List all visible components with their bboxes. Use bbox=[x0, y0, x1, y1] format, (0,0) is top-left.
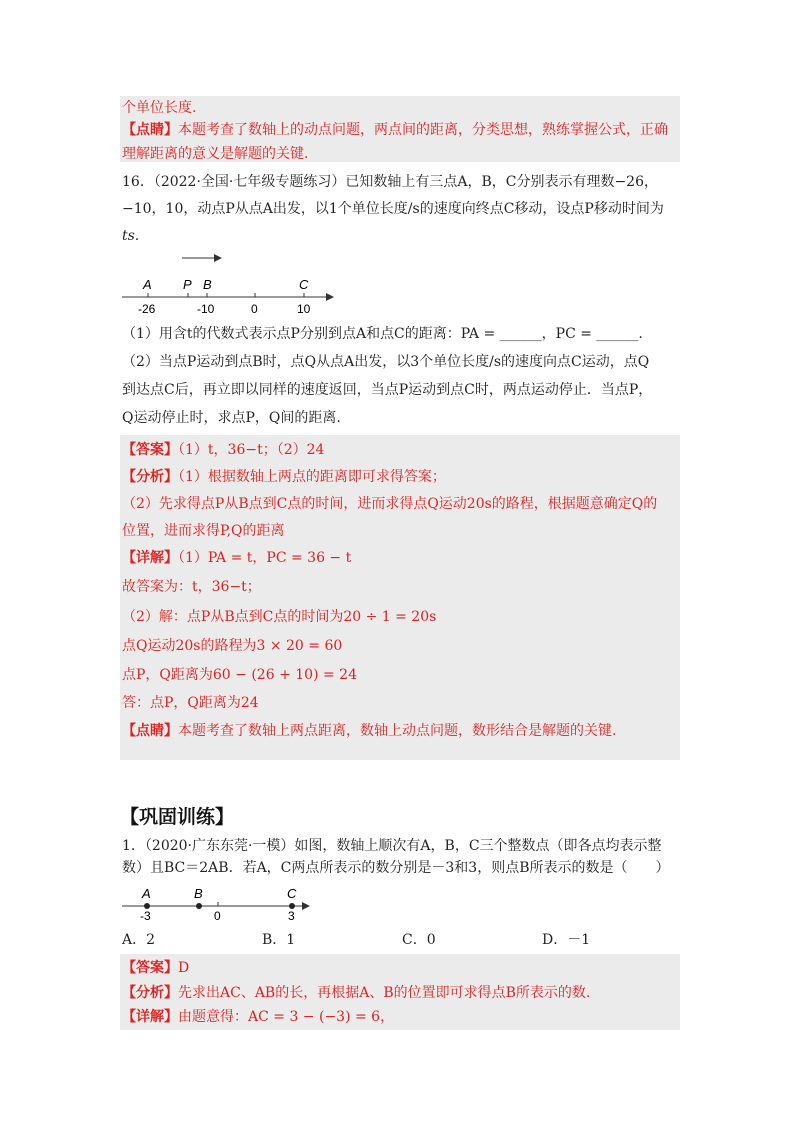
q16-part-2-line-3: Q运动停止时，求点P，Q间的距离. bbox=[122, 410, 341, 426]
tick-label-10: 10 bbox=[297, 302, 311, 316]
prev-solution-line: 个单位长度. bbox=[122, 100, 197, 116]
analysis-text: 先求出AC、AB的长，再根据A、B的位置即可求得点B所表示的数. bbox=[178, 985, 591, 1001]
q16-detail-line-5: 点P，Q距离为60 − (26 + 10) = 24 bbox=[122, 667, 357, 683]
analysis-text: （1）根据数轴上两点的距离即可求得答案； bbox=[178, 469, 446, 485]
q16-detail-line-3: （2）解：点P从B点到C点的时间为20 ÷ 1 = 20s bbox=[122, 609, 437, 625]
q16-detail-line-6: 答：点P，Q距离为24 bbox=[122, 695, 259, 711]
answer-tag: 【答案】 bbox=[122, 442, 178, 458]
comment-tag: 【点睛】 bbox=[122, 723, 178, 739]
q16-number-line-figure bbox=[118, 250, 343, 318]
section-title: 【巩固训练】 bbox=[120, 806, 235, 828]
analysis-tag: 【分析】 bbox=[122, 469, 178, 485]
q16-line-1: 16．（2022·全国·七年级专题练习）已知数轴上有三点A，B，C分别表示有理数−26， bbox=[122, 174, 658, 190]
detail-tag: 【详解】 bbox=[122, 1009, 178, 1025]
tick-label-minus-10: -10 bbox=[197, 302, 215, 316]
q1-number-line-figure bbox=[118, 880, 318, 924]
point-label-a: A bbox=[142, 886, 151, 901]
q1-line-1: 1．（2020·广东东莞·一模）如图，数轴上顺次有A，B，C三个整数点（即各点均表示整 bbox=[122, 838, 662, 854]
q1-detail-line bbox=[122, 1007, 394, 1027]
q16-detail-line-4: 点Q运动20s的路程为3 × 20 = 60 bbox=[122, 638, 343, 654]
tick-label-0: 0 bbox=[251, 302, 258, 316]
point-label-b: B bbox=[203, 277, 212, 292]
option-d: D．－1 bbox=[542, 932, 591, 948]
answer-text: D bbox=[178, 960, 190, 976]
tick-label-minus-3: -3 bbox=[140, 909, 151, 923]
comment-tag: 【点睛】 bbox=[122, 122, 178, 138]
q16-part-2-line-2: 到达点C后，再立即以同样的速度返回，当点P运动到点C时，两点运动停止．当点P， bbox=[122, 382, 653, 398]
answer-text: （1）t，36−t；（2）24 bbox=[178, 442, 325, 458]
analysis-tag: 【分析】 bbox=[122, 985, 178, 1001]
axis-arrowhead bbox=[326, 293, 334, 301]
option-a: A．2 bbox=[122, 932, 156, 948]
comment-text: 本题考查了数轴上两点距离，数轴上动点问题，数形结合是解题的关键. bbox=[178, 723, 617, 739]
detail-text: 由题意得：AC = 3 − (−3) = 6， bbox=[178, 1009, 395, 1025]
tick-label-minus-26: -26 bbox=[138, 302, 156, 316]
q16-line-2: −10，10，动点P从点A出发，以1个单位长度/s的速度向终点C移动，设点P移动时间为 bbox=[122, 201, 664, 217]
q16-part-1: （1）用含t的代数式表示点P分别到点A和点C的距离：PA = ______，PC = ______. bbox=[122, 326, 643, 342]
option-c: C．0 bbox=[402, 932, 436, 948]
prev-comment-line-1 bbox=[122, 120, 668, 140]
prev-comment-line-2: 理解距离的意义是解题的关键. bbox=[122, 146, 309, 162]
q16-detail-line-1 bbox=[122, 548, 351, 568]
motion-arrowhead bbox=[214, 254, 222, 262]
q16-part-2-line-1: （2）当点P运动到点B时，点Q从点A出发，以3个单位长度/s的速度向点C运动，点Q bbox=[122, 354, 650, 370]
q16-detail-line-2: 故答案为：t，36−t； bbox=[122, 579, 261, 595]
detail-text: （1）PA = t，PC = 36 − t bbox=[178, 550, 352, 566]
point-label-c: C bbox=[287, 886, 297, 901]
answer-tag: 【答案】 bbox=[122, 960, 178, 976]
detail-tag: 【详解】 bbox=[122, 550, 178, 566]
point-label-a: A bbox=[143, 277, 152, 292]
q1-answer-line bbox=[122, 958, 189, 978]
q16-analysis-line-2: （2）先求得点P从B点到C点的时间，进而求得点Q运动20s的路程，根据题意确定Q的 bbox=[122, 496, 658, 512]
tick-label-0: 0 bbox=[214, 909, 221, 923]
q16-analysis-line-1 bbox=[122, 467, 446, 487]
q16-comment-line bbox=[122, 721, 616, 741]
q16-answer-line bbox=[122, 440, 324, 460]
option-b: B．1 bbox=[262, 932, 296, 948]
comment-text: 本题考查了数轴上的动点问题，两点间的距离，分类思想，熟练掌握公式，正确 bbox=[178, 122, 668, 138]
tick-label-3: 3 bbox=[288, 909, 295, 923]
q1-analysis-line bbox=[122, 983, 590, 1003]
point-label-p: P bbox=[183, 277, 192, 292]
axis-arrowhead bbox=[302, 902, 310, 910]
point-b-dot bbox=[196, 903, 202, 909]
q16-analysis-line-3: 位置，进而求得P,Q的距离 bbox=[122, 523, 285, 539]
point-label-b: B bbox=[194, 886, 203, 901]
q1-line-2: 数）且BC＝2AB．若A，C两点所表示的数分别是－3和3，则点B所表示的数是（ ） bbox=[122, 860, 670, 876]
point-label-c: C bbox=[299, 277, 309, 292]
q16-line-3: ts. bbox=[122, 228, 140, 244]
